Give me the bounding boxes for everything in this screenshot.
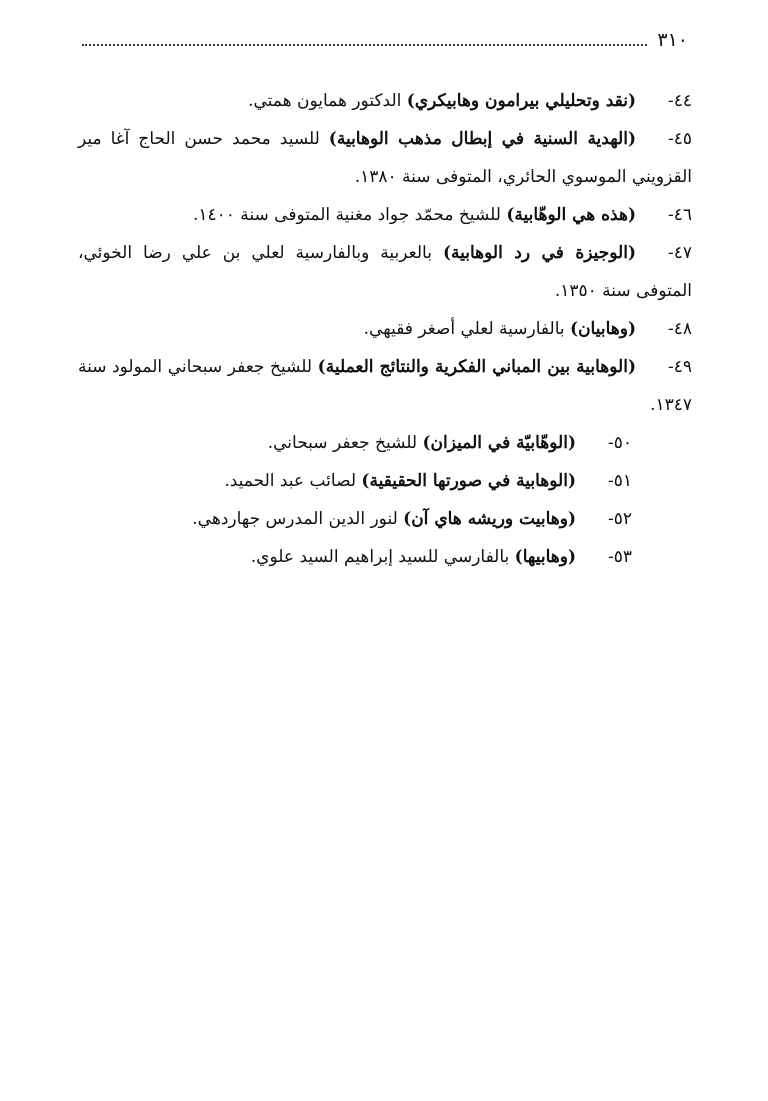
entry-number: ٥٢-: [607, 509, 632, 529]
page-header: [82, 26, 688, 54]
entry-author: بالفارسية لعلي أصغر فقيهي.: [363, 319, 571, 339]
entry-number: ٤٧-: [667, 243, 692, 263]
entry-title: (هذه هي الوهّابية): [506, 205, 636, 225]
entry-title: (الوهّابيّة في الميزان): [422, 433, 576, 453]
entry-author: للشيخ جعفر سبحاني المولود سنة ١٣٤٧.: [78, 357, 692, 415]
bibliography-entry-44: [78, 82, 692, 120]
bibliography-entry-51: [78, 462, 692, 500]
entry-number: ٥٠-: [607, 433, 632, 453]
entry-title: (الوهابية في صورتها الحقيقية): [361, 471, 576, 491]
bibliography-entry-47: [78, 234, 692, 310]
entry-title: (الوجيزة في رد الوهابية): [442, 243, 636, 263]
entry-author: لنور الدين المدرس جهاردهي.: [192, 509, 404, 529]
entry-number: ٤٤-: [667, 91, 692, 111]
entry-author: للشيخ جعفر سبحاني.: [267, 433, 423, 453]
entry-author: بالفارسي للسيد إبراهيم السيد علوي.: [250, 547, 515, 567]
bibliography-entry-46: [78, 196, 692, 234]
entry-title: (وهابيت وريشه هاي آن): [403, 509, 576, 529]
entry-number: ٥١-: [607, 471, 632, 491]
entry-title: (نقد وتحليلي بيرامون وهابيكري): [406, 91, 636, 111]
bibliography-entry-52: [78, 500, 692, 538]
entry-author: الدكتور همايون همتي.: [248, 91, 407, 111]
entry-number: ٤٩-: [667, 357, 692, 377]
bibliography-entry-49: [78, 348, 692, 424]
bibliography-entry-48: [78, 310, 692, 348]
bibliography-entry-50: [78, 424, 692, 462]
entry-title: (الهدية السنية في إبطال مذهب الوهابية): [328, 129, 636, 149]
dotted-header-rule: [82, 44, 647, 46]
entry-author: للسيد محمد حسن الحاج آغا مير القزويني الموسوي الحائري، المتوفى سنة ١٣٨٠.: [78, 129, 692, 187]
entry-number: ٤٨-: [667, 319, 692, 339]
entry-title: (وهابيان): [570, 319, 636, 339]
entry-title: (وهابيها): [514, 547, 576, 567]
bibliography-entry-53: [78, 538, 692, 576]
entry-author: للشيخ محمّد جواد مغنية المتوفى سنة ١٤٠٠.: [192, 205, 507, 225]
entry-number: ٤٦-: [667, 205, 692, 225]
entry-number: ٥٣-: [607, 547, 632, 567]
entry-author: بالعربية وبالفارسية لعلي بن علي رضا الخوئي، المتوفى سنة ١٣٥٠.: [78, 243, 692, 301]
entry-author: لصائب عبد الحميد.: [224, 471, 362, 491]
bibliography-entry-45: [78, 120, 692, 196]
entry-number: ٤٥-: [667, 129, 692, 149]
entry-title: (الوهابية بين المباني الفكرية والنتائج العملية): [317, 357, 636, 377]
bibliography-list: [78, 82, 692, 576]
page-number: ٣١٠: [657, 29, 688, 51]
